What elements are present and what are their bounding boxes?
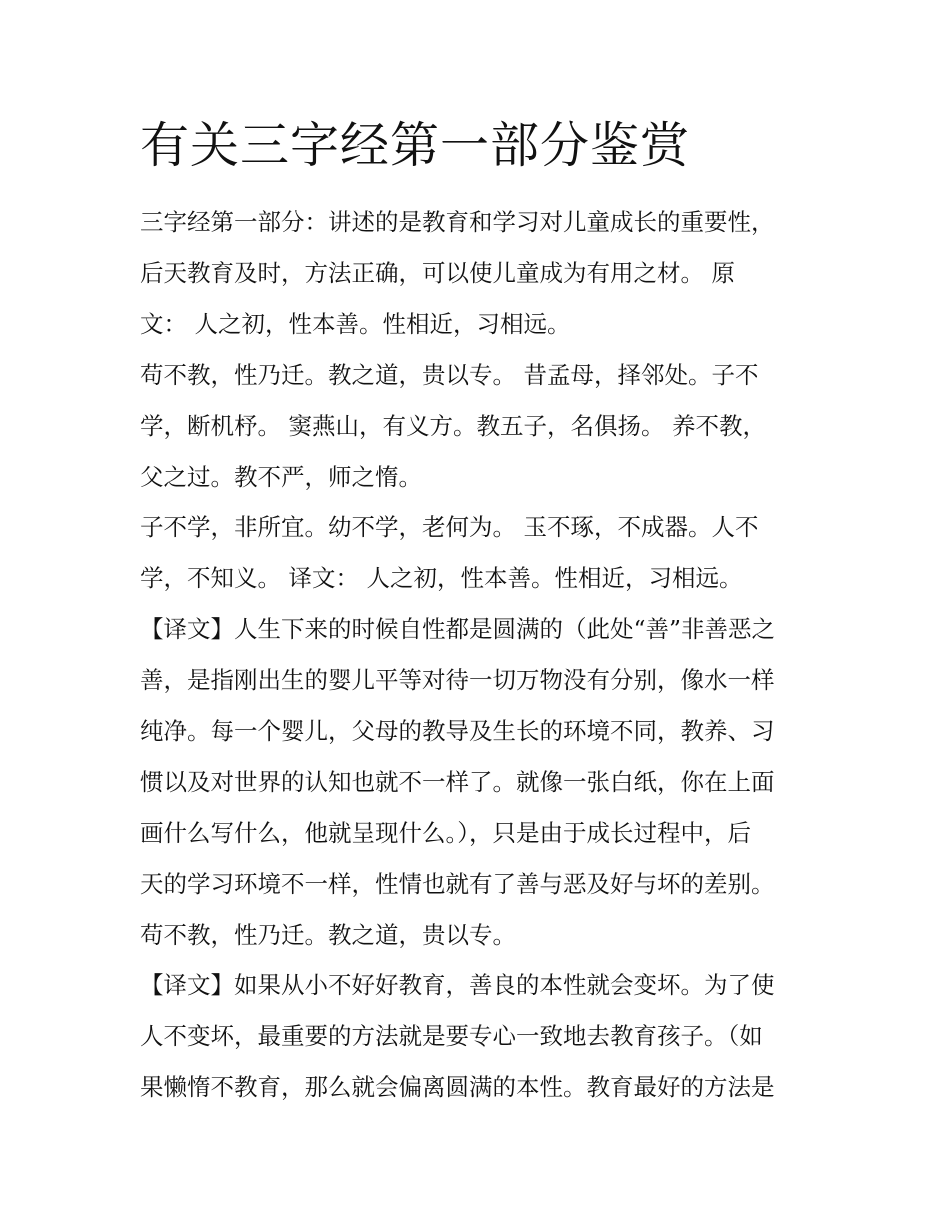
- body-line-12: 惯以及对世界的认知也就不一样了。就像一张白纸，你在上面: [140, 768, 775, 796]
- body-line-6: 父之过。教不严，师之惰。: [140, 463, 422, 491]
- body-line-8: 学，不知义。 译文： 人之初，性本善。性相近，习相远。: [140, 564, 743, 592]
- body-line-13: 画什么写什么，他就呈现什么。），只是由于成长过程中，后: [140, 819, 751, 847]
- body-line-14: 天的学习环境不一样，性情也就有了善与恶及好与坏的差别。: [140, 870, 775, 898]
- body-line-2: 后天教育及时，方法正确，可以使儿童成为有用之材。 原: [140, 259, 735, 287]
- body-line-5: 学，断机杼。 窦燕山，有义方。教五子，名俱扬。 养不教，: [140, 412, 766, 440]
- body-line-4: 苟不教，性乃迁。教之道，贵以专。 昔孟母，择邻处。子不: [140, 361, 759, 389]
- body-line-1: 三字经第一部分：讲述的是教育和学习对儿童成长的重要性，: [140, 208, 775, 236]
- body-line-10: 善，是指刚出生的婴儿平等对待一切万物没有分别，像水一样: [140, 666, 775, 694]
- body-line-11: 纯净。每一个婴儿，父母的教导及生长的环境不同，教养、习: [140, 717, 775, 745]
- document-title: 有关三字经第一部分鉴赏: [140, 117, 691, 174]
- body-line-18: 果懒惰不教育，那么就会偏离圆满的本性。教育最好的方法是: [140, 1073, 775, 1101]
- body-line-3: 文： 人之初，性本善。性相近，习相远。: [140, 310, 571, 338]
- body-line-17: 人不变坏，最重要的方法就是要专心一致地去教育孩子。（如: [140, 1022, 763, 1050]
- body-line-16: 【译文】如果从小不好好教育，善良的本性就会变坏。为了使: [140, 971, 775, 999]
- body-line-7: 子不学，非所宜。幼不学，老何为。 玉不琢，不成器。人不: [140, 513, 759, 541]
- body-line-15: 苟不教，性乃迁。教之道，贵以专。: [140, 921, 516, 949]
- body-line-9: 【译文】人生下来的时候自性都是圆满的（此处“善”非善恶之: [140, 615, 776, 643]
